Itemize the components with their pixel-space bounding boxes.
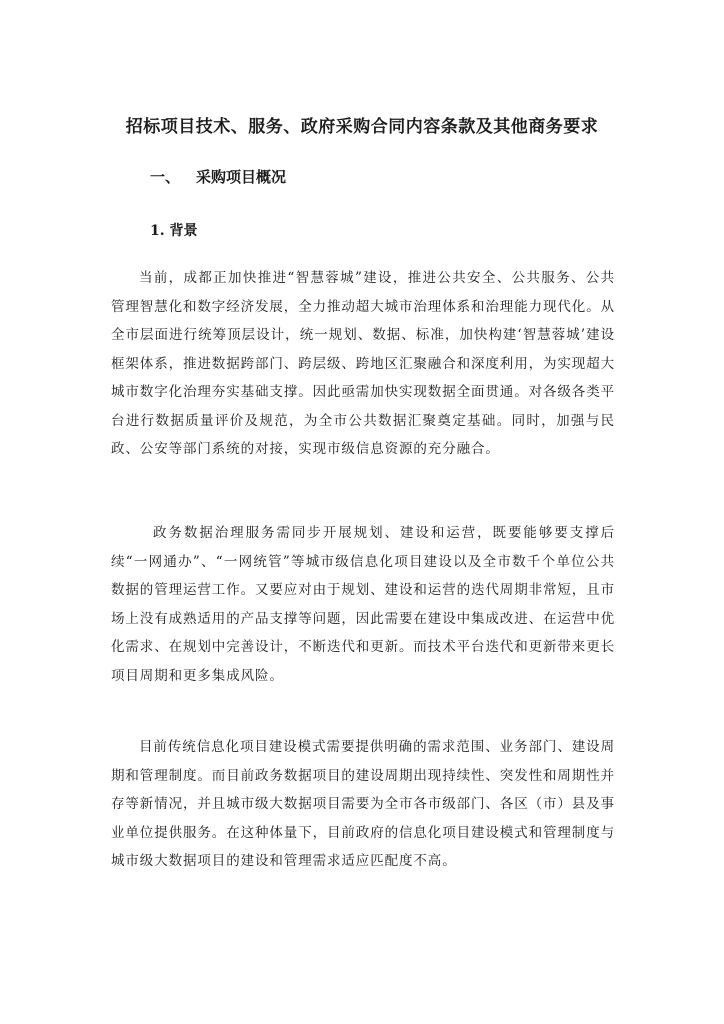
paragraph-background-3: 目前传统信息化项目建设模式需要提供明确的需求范围、业务部门、建设周期和管理制度。而目前政务数据项目的建设周期出现持续性、突发性和周期性并存等新情况，并且城市级大数据项目需要为全市各市级部门、各区（市）县及事业单位提供服务。在这种体量下，目前政府的信息化项目建设模式和管理制度与城市级大数据项目的建设和管理需求适应匹配度不高。 bbox=[111, 739, 615, 869]
paragraph-background-2: 政务数据治理服务需同步开展规划、建设和运营，既要能够要支撑后续“一网通办”、“一网统管”等城市级信息化项目建设以及全市数千个单位公共数据的管理运营工作。又要应对由于规划、建设和运营的迭代周期非常短，且市场上没有成熟适用的产品支撑等问题，因此需要在建设中集成改进、在运营中优化需求、在规划中完善设计，不断迭代和更新。而技术平台迭代和更新带来更长项目周期和更多集成风险。 bbox=[111, 525, 615, 684]
section-heading bbox=[150, 166, 286, 187]
document-title: 招标项目技术、服务、政府采购合同内容条款及其他商务要求 bbox=[125, 117, 599, 137]
subsection-heading: 1. 背景 bbox=[150, 223, 198, 239]
section-title: 采购项目概况 bbox=[196, 168, 287, 186]
section-number: 一、 bbox=[150, 168, 181, 186]
paragraph-background-1: 当前，成都正加快推进“智慧蓉城”建设，推进公共安全、公共服务、公共管理智慧化和数字经济发展，全力推动超大城市治理体系和治理能力现代化。从全市层面进行统筹顶层设计，统一规划、数据、标准，加快构建‘智慧蓉城’建设框架体系，推进数据跨部门、跨层级、跨地区汇聚融合和深度利用，为实现超大城市数字化治理夯实基础支撑。因此亟需加快实现数据全面贯通。对各级各类平台进行数据质量评价及规范，为全市公共数据汇聚奠定基础。同时，加强与民政、公安等部门系统的对接，实现市级信息资源的充分融合。 bbox=[111, 270, 615, 457]
